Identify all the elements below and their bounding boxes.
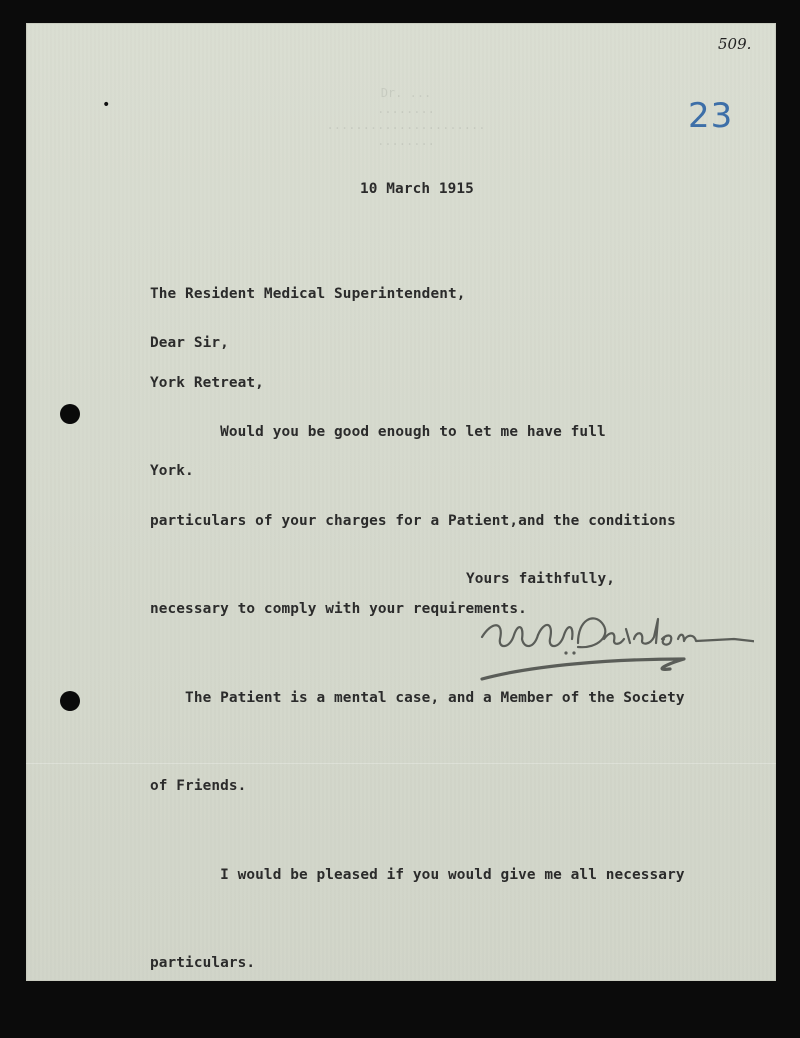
ink-tick-mark: • bbox=[102, 97, 111, 113]
salutation: Dear Sir, bbox=[150, 335, 229, 351]
letter-page bbox=[26, 23, 776, 981]
body-line-4: The Patient is a mental case, and a Member of the Society bbox=[150, 689, 685, 706]
body-line-3: necessary to comply with your requirements. bbox=[150, 601, 527, 617]
letter-date: 10 March 1915 bbox=[360, 181, 474, 197]
letterhead-line-3: ...................... bbox=[326, 118, 486, 132]
body-line-6: I would be pleased if you would give me all necessary bbox=[150, 866, 685, 883]
closing: Yours faithfully, bbox=[466, 571, 615, 587]
letterhead-line-1: Dr. ... bbox=[380, 86, 432, 100]
letter-body bbox=[150, 359, 685, 1038]
body-line-1: Would you be good enough to let me have full bbox=[150, 424, 606, 440]
body-line-5: of Friends. bbox=[150, 778, 247, 794]
folio-number: 23 bbox=[688, 96, 734, 136]
recipient-line-3: York. bbox=[150, 463, 194, 479]
faded-letterhead bbox=[296, 85, 516, 165]
body-line-2: particulars of your charges for a Patient,and the conditions bbox=[150, 512, 676, 529]
archive-reference: 509. bbox=[718, 35, 752, 53]
handwritten-signature bbox=[474, 609, 754, 689]
punch-hole-top bbox=[60, 404, 80, 424]
body-line-7: particulars. bbox=[150, 955, 256, 971]
recipient-line-1: The Resident Medical Superintendent, bbox=[150, 286, 466, 302]
recipient-line-2: York Retreat, bbox=[150, 374, 264, 391]
letterhead-line-4: ........ bbox=[377, 134, 435, 148]
letterhead-line-2: ........ bbox=[377, 102, 435, 116]
punch-hole-bottom bbox=[60, 691, 80, 711]
